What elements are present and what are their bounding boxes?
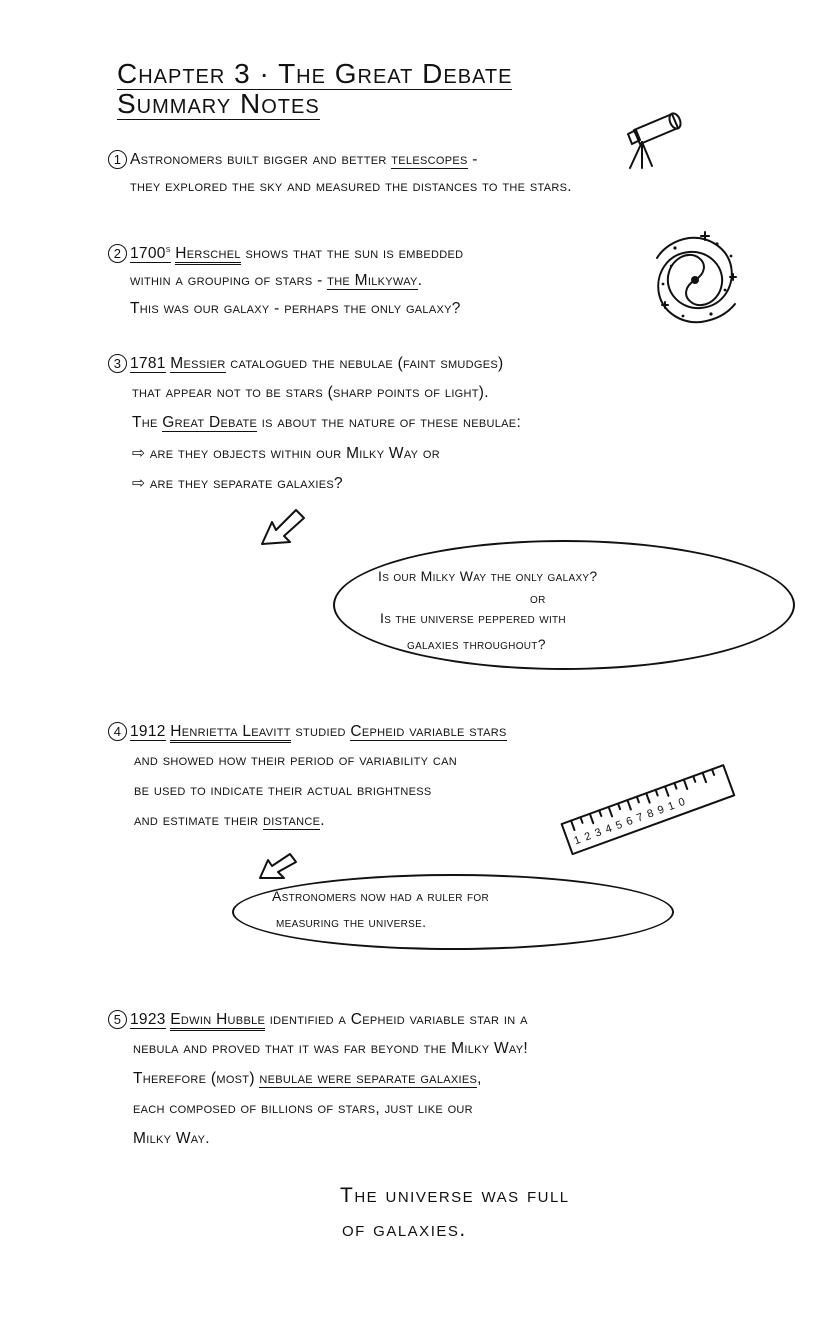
- ruler-icon: [552, 760, 742, 860]
- note-2-line-2: within a grouping of stars - the Milkyway.: [130, 272, 423, 289]
- arrow-icon: [256, 852, 300, 882]
- ruler-digits: 12345678910: [572, 794, 692, 848]
- note-3-line-4: ⇨ are they objects within our Milky Way or: [132, 445, 441, 462]
- arrow-icon: [258, 504, 308, 550]
- note-5-line-1: 5 1923 Edwin Hubble identified a Cepheid variable star in a: [108, 1010, 528, 1029]
- note-3-line-1: 3 1781 Messier catalogued the nebulae (faint smudges): [108, 354, 504, 373]
- callout-1-line-3: Is the universe peppered with: [380, 610, 566, 626]
- callout-bubble-question: [333, 540, 795, 670]
- page-title-text: Chapter 3 · The Great Debate: [117, 58, 513, 89]
- note-5-line-2: nebula and proved that it was far beyond the Milky Way!: [133, 1040, 528, 1057]
- note-1-line-2: they explored the sky and measured the distances to the stars.: [130, 178, 572, 195]
- hollow-arrow-icon: ⇨: [132, 445, 150, 462]
- note-number-4: 4: [108, 722, 127, 741]
- page-subtitle-text: Summary Notes: [117, 88, 320, 119]
- page-subtitle: [117, 88, 320, 120]
- note-number-2: 2: [108, 244, 127, 263]
- callout-2-line-2: measuring the universe.: [276, 914, 427, 930]
- callout-1-line-1: Is our Milky Way the only galaxy?: [378, 568, 598, 584]
- note-2-line-3: This was our galaxy - perhaps the only galaxy?: [130, 300, 461, 317]
- note-2-line-1: 2 1700$^s$ Herschel shows that the sun is embedded: [108, 244, 463, 263]
- note-5-line-5: Milky Way.: [133, 1130, 210, 1147]
- note-5-line-3: Therefore (most) nebulae were separate galaxies,: [133, 1070, 482, 1087]
- note-3-line-3: The Great Debate is about the nature of these nebulae:: [132, 414, 522, 431]
- note-3-line-2: that appear not to be stars (sharp points of light).: [132, 384, 489, 401]
- note-5-line-4: each composed of billions of stars, just like our: [133, 1100, 473, 1117]
- note-number-1: 1: [108, 150, 127, 169]
- note-4-line-4: and estimate their distance.: [134, 812, 325, 829]
- note-4-line-3: be used to indicate their actual brightness: [134, 782, 432, 799]
- note-number-3: 3: [108, 354, 127, 373]
- note-number-5: 5: [108, 1010, 127, 1029]
- callout-bubble-ruler: [232, 874, 674, 950]
- callout-2-line-1: Astronomers now had a ruler for: [272, 888, 489, 904]
- page-title: [117, 58, 512, 90]
- note-1-line-1: 1 Astronomers built bigger and better telescopes -: [108, 150, 478, 169]
- spiral-galaxy-icon: [645, 228, 745, 332]
- conclusion-line-2: of galaxies.: [342, 1218, 467, 1241]
- hollow-arrow-icon: ⇨: [132, 475, 150, 492]
- note-4-line-2: and showed how their period of variability can: [134, 752, 458, 769]
- conclusion-line-1: The universe was full: [340, 1184, 570, 1207]
- note-4-line-1: 4 1912 Henrietta Leavitt studied Cepheid variable stars: [108, 722, 507, 741]
- callout-1-line-4: galaxies throughout?: [407, 636, 546, 652]
- callout-1-line-2: or: [530, 590, 546, 606]
- telescope-icon: [620, 108, 690, 170]
- note-3-line-5: ⇨ are they separate galaxies?: [132, 475, 343, 492]
